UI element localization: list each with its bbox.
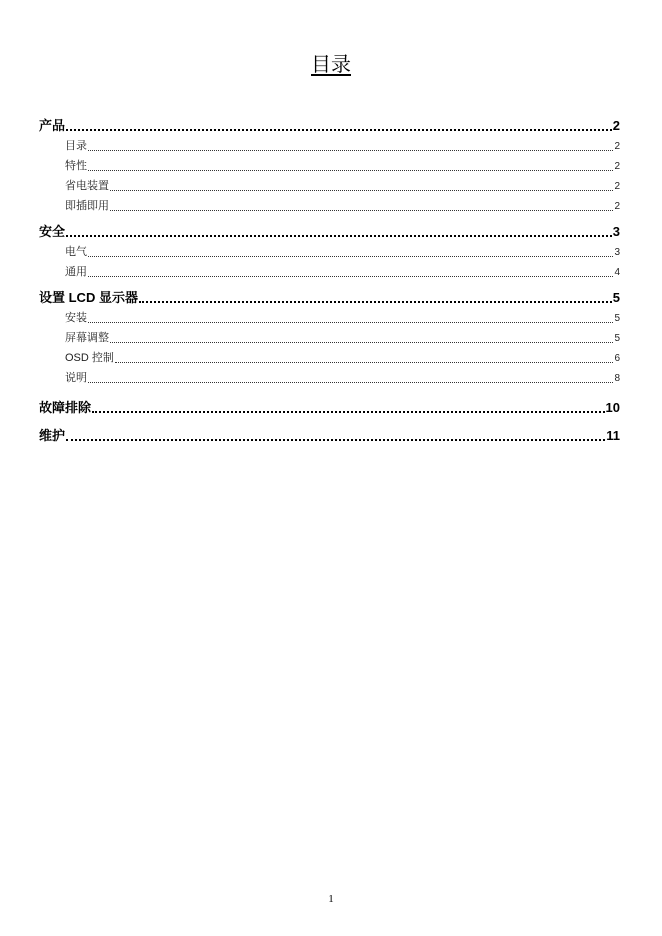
toc-entry-label: 说明 (65, 372, 87, 384)
toc-page-number: 2 (614, 181, 620, 192)
toc-entry-label: 屏幕调整 (65, 332, 109, 344)
dot-leader (92, 411, 605, 413)
toc-section-troubleshooting[interactable] (39, 398, 620, 418)
toc-page-number: 8 (614, 373, 620, 384)
toc-entry-label: OSD 控制 (65, 352, 114, 364)
toc-entry-label: 目录 (65, 140, 87, 152)
toc-page-number: 2 (614, 161, 620, 172)
toc-page-number: 2 (614, 201, 620, 212)
toc-entry[interactable] (39, 348, 620, 368)
toc-entry[interactable] (39, 196, 620, 216)
toc-page-number: 5 (614, 313, 620, 324)
toc-entry-label: 特性 (65, 160, 87, 172)
toc-page-number: 6 (614, 353, 620, 364)
dot-leader (66, 129, 612, 131)
toc-entry-label: 安装 (65, 312, 87, 324)
toc-section-setup-lcd[interactable] (39, 288, 620, 308)
dot-leader (115, 362, 614, 363)
footer-page-number: 1 (328, 893, 334, 905)
toc-entry-label: 省电装置 (65, 180, 109, 192)
toc-section-product[interactable] (39, 116, 620, 136)
toc-page-number: 5 (612, 290, 620, 305)
table-of-contents (39, 116, 620, 446)
toc-section-label: 维护 (39, 428, 66, 443)
dot-leader (110, 342, 613, 343)
toc-section-safety[interactable] (39, 222, 620, 242)
dot-leader (110, 210, 613, 211)
toc-page-number: 11 (606, 428, 620, 443)
dot-leader (88, 322, 613, 323)
toc-entry[interactable] (39, 156, 620, 176)
toc-section-label: 设置 LCD 显示器 (39, 290, 138, 305)
toc-page-number: 2 (614, 141, 620, 152)
toc-entry[interactable] (39, 308, 620, 328)
toc-page-number: 3 (612, 224, 620, 239)
dot-leader (88, 170, 613, 171)
toc-entry-label: 即插即用 (65, 200, 109, 212)
toc-page-number: 2 (612, 118, 620, 133)
toc-entry[interactable] (39, 176, 620, 196)
toc-entry[interactable] (39, 242, 620, 262)
toc-page-number: 4 (614, 267, 620, 278)
dot-leader (88, 382, 613, 383)
toc-section-label: 安全 (39, 224, 66, 239)
toc-entry-label: 通用 (65, 266, 87, 278)
dot-leader (110, 190, 613, 191)
toc-entry[interactable] (39, 368, 620, 388)
toc-page-number: 3 (614, 247, 620, 258)
dot-leader (88, 276, 613, 277)
toc-entry[interactable] (39, 328, 620, 348)
toc-entry[interactable] (39, 136, 620, 156)
document-title: 目录 (311, 52, 351, 76)
dot-leader (139, 301, 612, 303)
toc-section-label: 故障排除 (39, 400, 92, 415)
dot-leader (66, 439, 605, 441)
toc-section-maintenance[interactable] (39, 426, 620, 446)
toc-page-number: 5 (614, 333, 620, 344)
dot-leader (66, 235, 612, 237)
spacer (39, 388, 620, 398)
toc-entry-label: 电气 (65, 246, 87, 258)
spacer (39, 418, 620, 426)
toc-page-number: 10 (605, 400, 620, 415)
dot-leader (88, 256, 613, 257)
toc-section-label: 产品 (39, 118, 66, 133)
toc-entry[interactable] (39, 262, 620, 282)
dot-leader (88, 150, 613, 151)
